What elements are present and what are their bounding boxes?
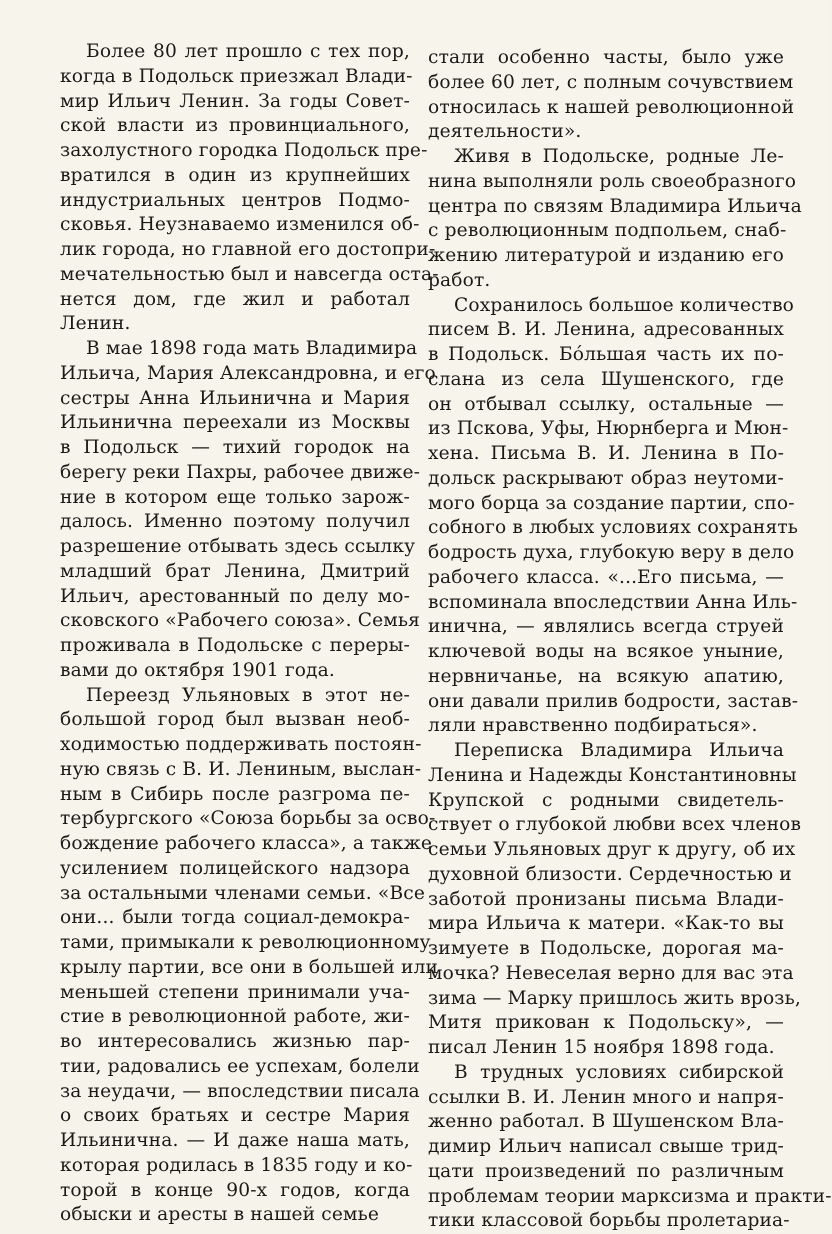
text-line: бождение рабочего класса», а также — [60, 833, 432, 854]
paragraph — [428, 1061, 832, 1234]
text-line: во интересовались жизнью пар- — [60, 1031, 410, 1052]
paragraph — [428, 145, 802, 294]
text-line: рабочего класса. «...Его письма, — — [428, 566, 784, 588]
text-line: берегу реки Пахры, рабочее движе- — [60, 461, 421, 483]
text-line: ходимостью поддерживать постоян- — [60, 734, 422, 755]
text-line: цати произведений по различным — [428, 1160, 784, 1182]
text-line: ную связь с В. И. Лениным, выслан- — [60, 758, 422, 780]
text-line: Ленин. — [60, 313, 131, 335]
text-line: ляли нравственно подбираться». — [428, 715, 758, 737]
text-line: проживала в Подольске с переры- — [60, 635, 410, 656]
text-line: Ильинична. — И даже наша мать, — [60, 1130, 410, 1151]
text-line: проблемам теории марксизма и практи- — [428, 1185, 832, 1207]
text-line: женно работал. В Шушенском Вла- — [428, 1111, 784, 1133]
text-line: В трудных условиях сибирской — [454, 1061, 784, 1083]
text-line: более 60 лет, с полным сочувствием — [428, 71, 794, 93]
text-line: зимуете в Подольске, дорогая ма- — [428, 938, 784, 959]
text-line: Крупской с родными свидетель- — [428, 789, 784, 811]
text-line: Переезд Ульяновых в этот не- — [86, 684, 410, 706]
text-line: Сохранилось большое количество — [454, 294, 795, 316]
text-line: ключевой воды на всякое уныние, — [428, 641, 784, 662]
text-line: писал Ленин 15 ноября 1898 года. — [428, 1037, 775, 1058]
paragraph — [60, 684, 439, 1229]
text-line: разрешение отбывать здесь ссылку — [60, 536, 416, 557]
text-line: усилением полицейского надзора — [60, 857, 410, 879]
text-line: Живя в Подольске, родные Ле- — [454, 146, 784, 167]
text-line: за остальными членами семьи. «Все — [60, 882, 425, 904]
text-line: большой город был вызван необ- — [60, 709, 410, 731]
text-line: инична, — являлись всегда струей — [428, 616, 784, 638]
text-line: бодрость духа, глубокую веру в дело — [428, 542, 795, 563]
text-line: захолустного городка Подольск пре- — [60, 140, 428, 161]
text-line: крылу партии, все они в большей или — [60, 956, 439, 978]
text-line: когда в Подольск приезжал Влади- — [60, 65, 413, 87]
text-line: Ильич, арестованный по делу мо- — [60, 585, 410, 607]
text-line: лик города, но главной его достопри- — [60, 239, 436, 260]
text-line: далось. Именно поэтому получил — [60, 511, 410, 533]
text-line: писем В. И. Ленина, адресованных — [428, 319, 784, 341]
text-line: слана из села Шушенского, где — [428, 368, 784, 390]
right-text-column — [428, 46, 832, 1234]
paragraph — [60, 337, 436, 684]
text-line: стие в революционной работе, жи- — [60, 1006, 410, 1028]
text-line: семьи Ульяновых друг к другу, об их — [428, 839, 796, 860]
text-line: индустриальных центров Подмо- — [60, 189, 410, 211]
text-line: обыски и аресты в нашей семье — [60, 1204, 380, 1226]
text-line: ской власти из провинциального, — [60, 115, 410, 137]
text-line: тами, примыкали к революционному — [60, 932, 431, 953]
text-line: мечательностью был и навсегда оста- — [60, 263, 439, 285]
text-line: о своих братьях и сестре Мария — [60, 1105, 410, 1127]
text-line: он отбывал ссылку, остальные — — [428, 393, 784, 415]
text-line: Ильинична переехали из Москвы — [60, 412, 410, 434]
text-line: из Пскова, Уфы, Нюрнберга и Мюн- — [428, 418, 789, 440]
text-line: торой в конце 90-х годов, когда — [60, 1179, 410, 1201]
text-line: собного в любых условиях сохранять — [428, 517, 799, 539]
text-line: духовной близости. Сердечностью и — [428, 863, 792, 885]
text-line: работ. — [428, 269, 491, 291]
text-line: сковского «Рабочего союза». Семья — [60, 610, 420, 632]
text-line: они... были тогда социал-демокра- — [60, 907, 410, 929]
text-line: они давали прилив бодрости, застав- — [428, 690, 799, 712]
text-line: ние в котором еще только зарож- — [60, 486, 410, 508]
text-line: мира Ильича к матери. «Как-то вы — [428, 913, 784, 935]
text-line: центра по связям Владимира Ильича — [428, 195, 802, 217]
text-line: жению литературой и изданию его — [428, 245, 784, 266]
text-line: ссылки В. И. Ленин много и напря- — [428, 1086, 784, 1108]
text-line: сестры Анна Ильинична и Мария — [60, 387, 410, 409]
text-line: с революционным подпольем, снаб- — [428, 220, 787, 242]
text-line: ным в Сибирь после разгрома пе- — [60, 783, 410, 805]
text-line: Ленина и Надежды Константиновны — [428, 764, 797, 786]
text-line: Ильича, Мария Александровна, и его — [60, 362, 436, 384]
text-line: мого борца за создание партии, спо- — [428, 492, 795, 514]
text-line: ствует о глубокой любви всех членов — [428, 814, 802, 836]
text-line: которая родилась в 1835 году и ко- — [60, 1154, 413, 1176]
text-line: относилась к нашей революционной — [428, 96, 795, 118]
text-line: дольск раскрывают образ неутоми- — [428, 467, 784, 489]
text-line: Более 80 лет прошло с тех пор, — [86, 41, 410, 62]
text-line: деятельности». — [428, 121, 582, 143]
text-line: заботой пронизаны письма Влади- — [428, 888, 784, 910]
text-line: Переписка Владимира Ильича — [454, 740, 784, 761]
text-line: нется дом, где жил и работал — [60, 288, 410, 310]
text-line: младший брат Ленина, Дмитрий — [60, 560, 410, 582]
text-line: мир Ильич Ленин. За годы Совет- — [60, 90, 410, 112]
text-line: тии, радовались ее успехам, болели — [60, 1055, 420, 1077]
text-line: хена. Письма В. И. Ленина в По- — [428, 443, 784, 464]
text-line: в Подольск. Бо́льшая часть их по- — [428, 344, 784, 365]
text-line: в Подольск — тихий городок на — [60, 437, 410, 458]
paragraph — [428, 739, 802, 1061]
text-line: В мае 1898 года мать Владимира — [86, 338, 418, 359]
text-line: сковья. Неузнаваемо изменился об- — [60, 214, 420, 236]
text-line: вратился в один из крупнейших — [60, 164, 410, 186]
text-line: тики классовой борьбы пролетариа- — [428, 1210, 790, 1232]
text-line: нина выполняли роль своеобразного — [428, 170, 797, 192]
text-line: меньшей степени принимали уча- — [60, 981, 410, 1003]
paragraph — [60, 40, 439, 337]
text-line: стали особенно часты, было уже — [428, 47, 784, 68]
text-line: мочка? Невеселая верно для вас эта — [428, 962, 794, 984]
text-line: за неудачи, — впоследствии писала — [60, 1080, 420, 1102]
text-line: димир Ильич написал свыше трид- — [428, 1136, 784, 1157]
text-line: тербургского «Союза борьбы за осво- — [60, 808, 436, 830]
paragraph — [428, 294, 799, 740]
text-line: вами до октября 1901 года. — [60, 659, 335, 681]
text-line: Митя прикован к Подольску», — — [428, 1012, 784, 1034]
left-text-column — [60, 40, 439, 1228]
text-line: зима — Марку пришлось жить врозь, — [428, 987, 801, 1009]
text-line: вспоминала впоследствии Анна Иль- — [428, 591, 798, 613]
paragraph — [428, 46, 795, 145]
text-line: нервничанье, на всякую апатию, — [428, 665, 784, 687]
